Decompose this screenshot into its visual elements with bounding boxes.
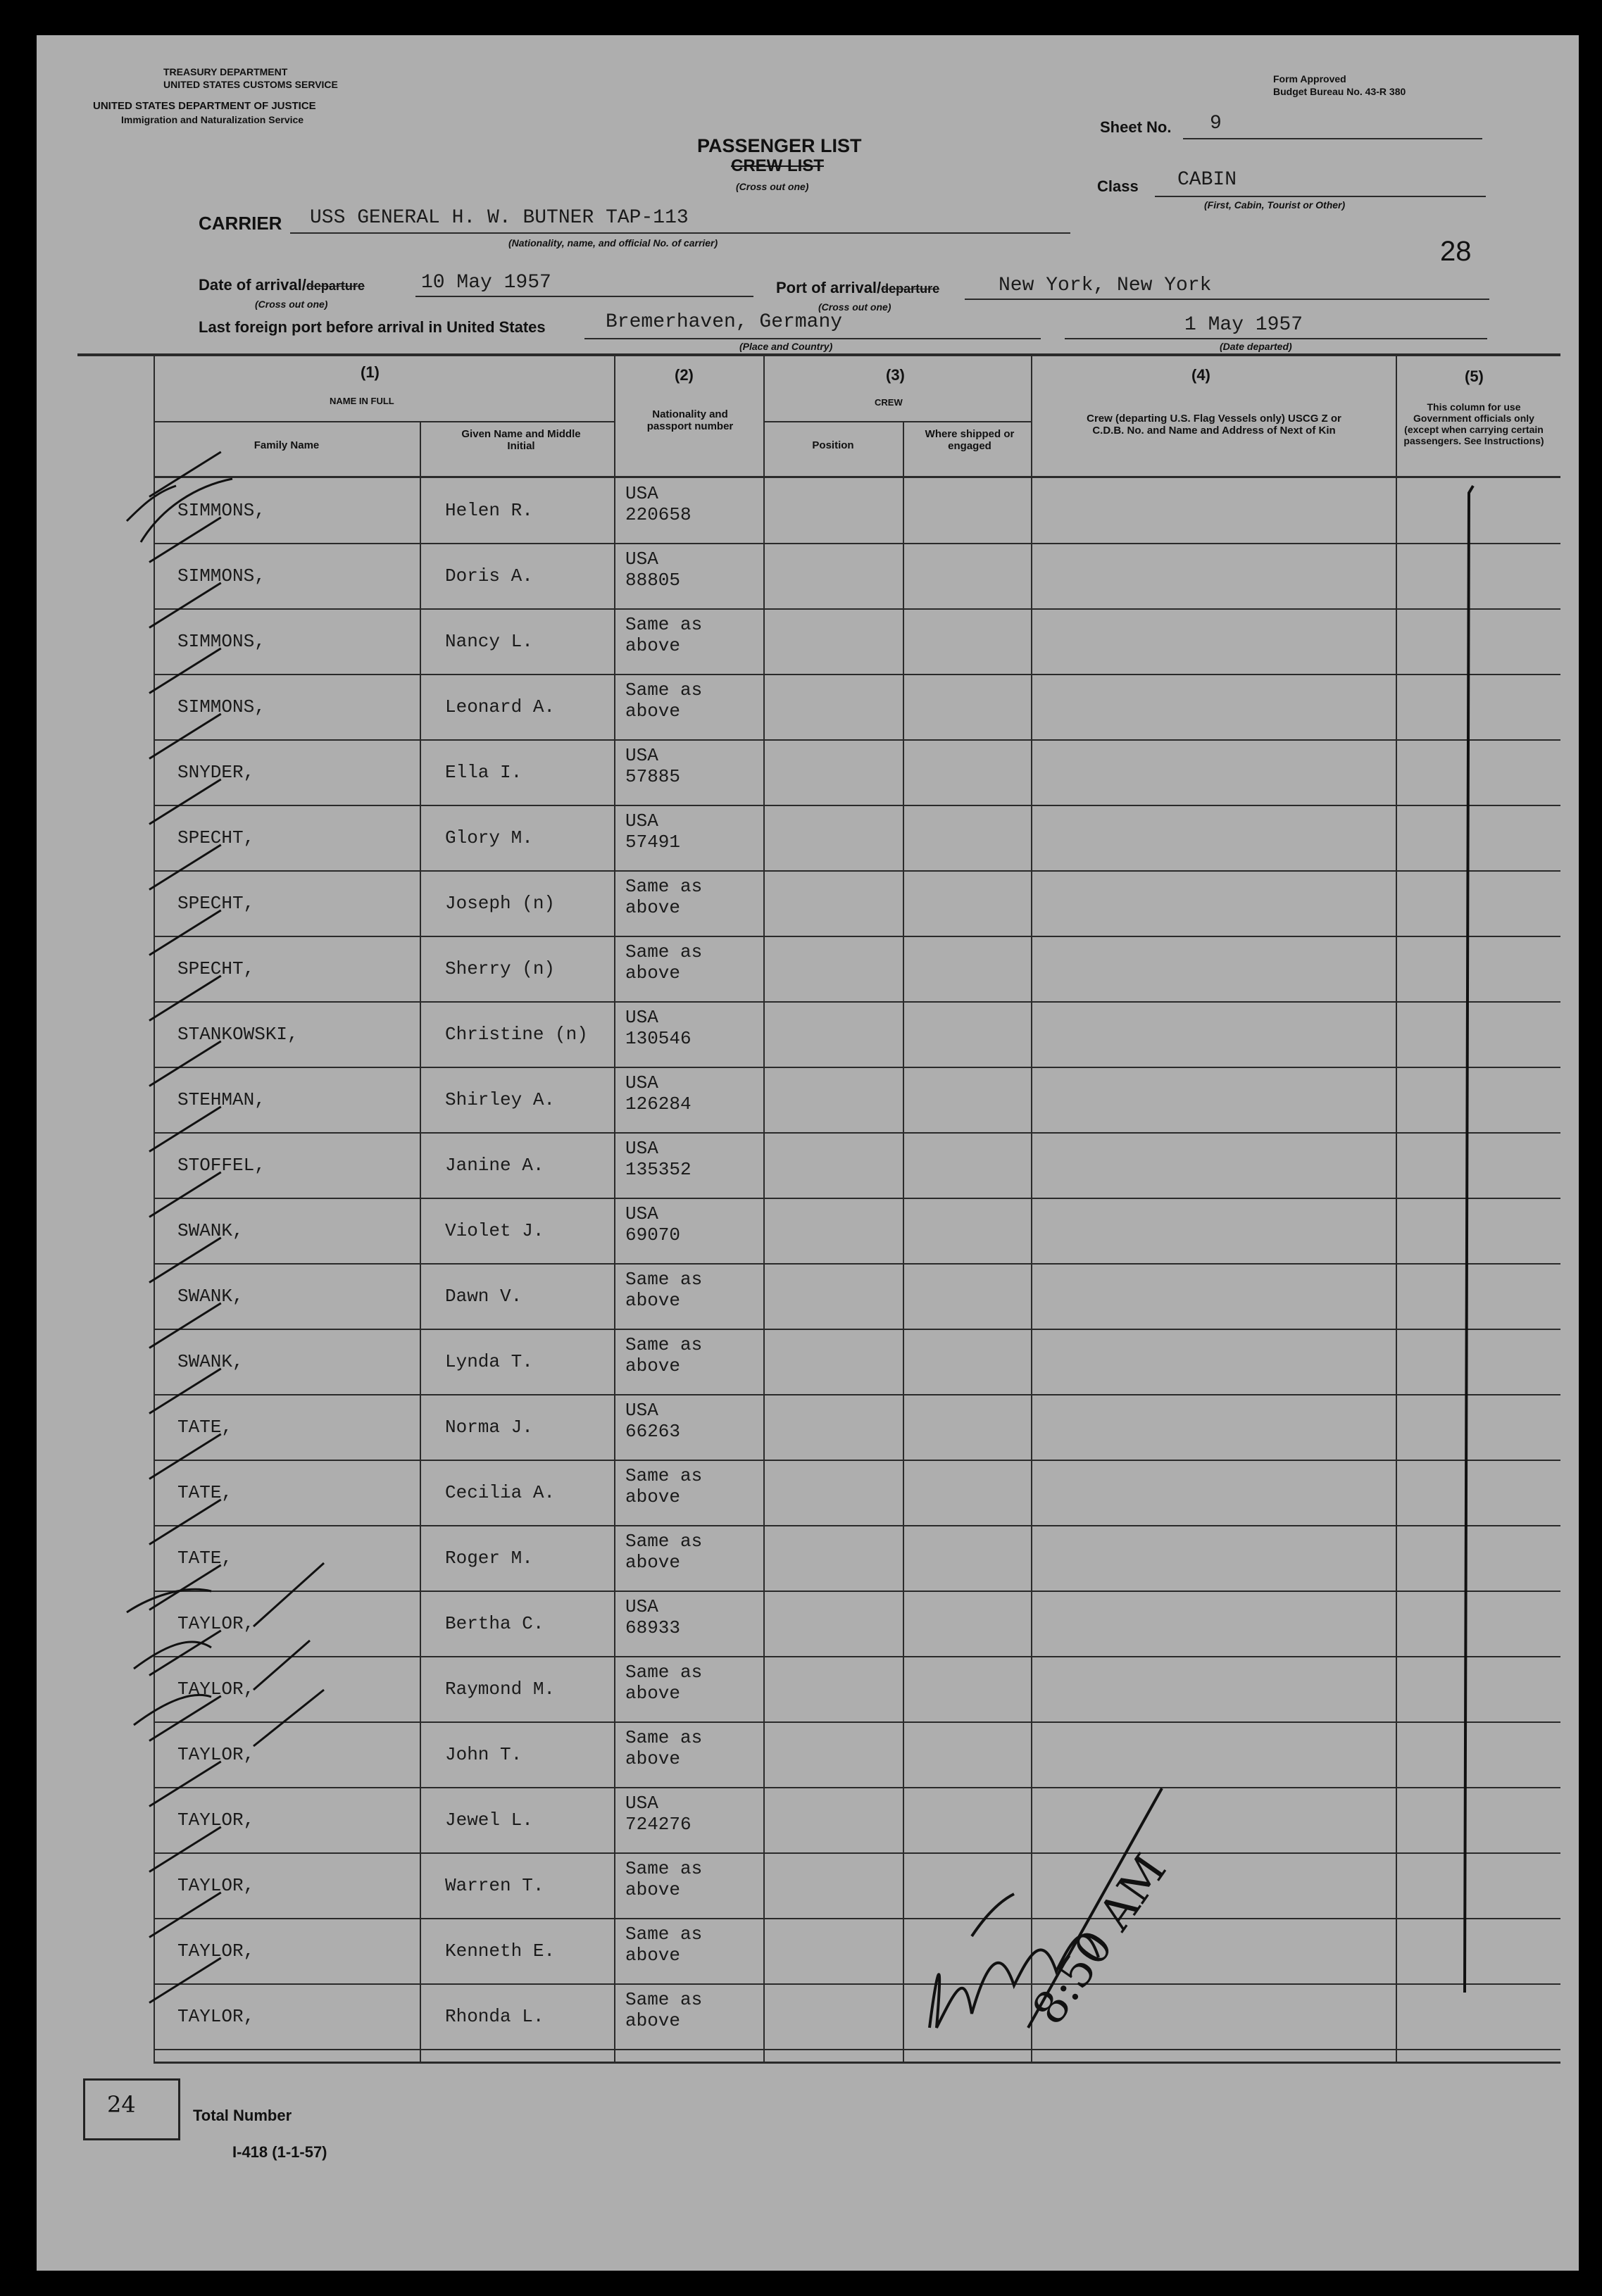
nationality-line-1: Same as <box>625 1858 703 1879</box>
col5-header: This column for use Government officials only (except when carrying certain passengers. See Instructions) <box>1403 401 1544 446</box>
list-title-crossed: CREW LIST <box>731 156 824 175</box>
col2-number: (2) <box>675 366 694 384</box>
col3-number: (3) <box>886 366 905 384</box>
class-value: CABIN <box>1177 169 1237 191</box>
col3a-header: Position <box>812 439 854 451</box>
sheet-number: 9 <box>1210 113 1222 134</box>
nationality-line-2: above <box>625 1355 681 1376</box>
family-name-cell: SWANK, <box>177 1220 244 1241</box>
nationality-line-2: 126284 <box>625 1093 692 1115</box>
given-name-cell: Cecilia A. <box>445 1482 556 1503</box>
agency-line-3: UNITED STATES DEPARTMENT OF JUSTICE <box>93 100 316 112</box>
col1-title: NAME IN FULL <box>330 396 394 406</box>
family-name-cell: SIMMONS, <box>177 696 265 717</box>
date-departed-hint: (Date departed) <box>1220 341 1292 352</box>
family-name-cell: SNYDER, <box>177 762 255 783</box>
given-name-cell: Nancy L. <box>445 631 533 652</box>
nationality-line-1: Same as <box>625 1269 703 1290</box>
nationality-line-1: USA <box>625 1203 658 1224</box>
nationality-line-1: USA <box>625 1138 658 1159</box>
col1b-header: Given Name and Middle Initial <box>461 428 581 452</box>
nationality-line-1: Same as <box>625 614 703 635</box>
nationality-line-2: 220658 <box>625 504 692 525</box>
col5-number: (5) <box>1465 368 1484 385</box>
nationality-line-1: Same as <box>625 1334 703 1355</box>
last-port-label: Last foreign port before arrival in United States <box>199 318 546 336</box>
col4-header: Crew (departing U.S. Flag Vessels only) USCG Z or C.D.B. No. and Name and Address of Next of Kin <box>1087 413 1341 437</box>
family-name-cell: TATE, <box>177 1482 233 1503</box>
family-name-cell: TAYLOR, <box>177 1940 255 1962</box>
port-arrival-hint: (Cross out one) <box>818 301 891 313</box>
nationality-line-1: Same as <box>625 876 703 897</box>
col3-title: CREW <box>875 397 903 408</box>
nationality-line-2: 88805 <box>625 570 681 591</box>
nationality-line-1: USA <box>625 1007 658 1028</box>
given-name-cell: Bertha C. <box>445 1613 544 1634</box>
nationality-line-1: USA <box>625 1072 658 1093</box>
given-name-cell: Kenneth E. <box>445 1940 556 1962</box>
family-name-cell: TAYLOR, <box>177 2006 255 2027</box>
given-name-cell: Warren T. <box>445 1875 544 1896</box>
date-arrival-value: 10 May 1957 <box>421 272 551 294</box>
date-arrival-hint: (Cross out one) <box>255 299 328 310</box>
family-name-cell: TAYLOR, <box>177 1679 255 1700</box>
budget-bureau: Budget Bureau No. 43-R 380 <box>1273 86 1406 97</box>
nationality-line-1: Same as <box>625 1662 703 1683</box>
given-name-cell: Dawn V. <box>445 1286 522 1307</box>
nationality-line-2: above <box>625 1552 681 1573</box>
family-name-cell: SPECHT, <box>177 893 255 914</box>
nationality-line-2: 57885 <box>625 766 681 787</box>
nationality-line-1: USA <box>625 1400 658 1421</box>
port-arrival-label: Port of arrival/departure <box>776 279 940 296</box>
nationality-line-2: above <box>625 1290 681 1311</box>
nationality-line-2: above <box>625 701 681 722</box>
agency-line-2: UNITED STATES CUSTOMS SERVICE <box>163 79 338 90</box>
nationality-line-2: above <box>625 1879 681 1900</box>
sheet-label: Sheet No. <box>1100 118 1172 136</box>
family-name-cell: SPECHT, <box>177 827 255 848</box>
last-port-hint: (Place and Country) <box>739 341 833 352</box>
col4-number: (4) <box>1191 366 1210 384</box>
nationality-line-1: USA <box>625 745 658 766</box>
nationality-line-1: Same as <box>625 1531 703 1552</box>
nationality-line-2: above <box>625 1683 681 1704</box>
given-name-cell: Rhonda L. <box>445 2006 544 2027</box>
last-port-value: Bremerhaven, Germany <box>606 311 843 333</box>
class-label: Class <box>1097 177 1139 195</box>
nationality-line-2: above <box>625 1486 681 1507</box>
nationality-line-2: above <box>625 897 681 918</box>
nationality-line-1: USA <box>625 810 658 832</box>
given-name-cell: Janine A. <box>445 1155 544 1176</box>
given-name-cell: Helen R. <box>445 500 533 521</box>
handwritten-time: 8:50 AM <box>1022 1845 1177 2035</box>
family-name-cell: TATE, <box>177 1548 233 1569</box>
col3b-header: Where shipped or engaged <box>925 428 1015 452</box>
family-name-cell: STOFFEL, <box>177 1155 265 1176</box>
given-name-cell: John T. <box>445 1744 522 1765</box>
nationality-line-1: USA <box>625 1793 658 1814</box>
list-title: PASSENGER LIST <box>697 135 862 156</box>
date-arrival-label: Date of arrival/departure <box>199 276 365 294</box>
form-approved: Form Approved <box>1273 73 1346 84</box>
nationality-line-2: 68933 <box>625 1617 681 1638</box>
carrier-label: CARRIER <box>199 213 282 234</box>
nationality-line-2: above <box>625 1945 681 1966</box>
nationality-line-2: above <box>625 962 681 984</box>
given-name-cell: Ella I. <box>445 762 522 783</box>
agency-line-1: TREASURY DEPARTMENT <box>163 66 288 77</box>
col1a-header: Family Name <box>254 439 320 451</box>
carrier-value: USS GENERAL H. W. BUTNER TAP-113 <box>310 207 689 229</box>
family-name-cell: SWANK, <box>177 1351 244 1372</box>
family-name-cell: SIMMONS, <box>177 500 265 521</box>
given-name-cell: Raymond M. <box>445 1679 556 1700</box>
given-name-cell: Doris A. <box>445 565 533 586</box>
col2-header: Nationality and passport number <box>646 408 734 432</box>
given-name-cell: Sherry (n) <box>445 958 556 979</box>
total-value: 24 <box>107 2091 136 2118</box>
nationality-line-2: 57491 <box>625 832 681 853</box>
family-name-cell: TAYLOR, <box>177 1613 255 1634</box>
nationality-line-2: above <box>625 1748 681 1769</box>
given-name-cell: Jewel L. <box>445 1809 533 1831</box>
nationality-line-1: Same as <box>625 1465 703 1486</box>
given-name-cell: Norma J. <box>445 1417 533 1438</box>
family-name-cell: SIMMONS, <box>177 565 265 586</box>
form-number: I-418 (1-1-57) <box>232 2143 327 2161</box>
nationality-line-2: 69070 <box>625 1224 681 1246</box>
family-name-cell: STANKOWSKI, <box>177 1024 299 1045</box>
given-name-cell: Joseph (n) <box>445 893 556 914</box>
given-name-cell: Roger M. <box>445 1548 533 1569</box>
family-name-cell: TAYLOR, <box>177 1809 255 1831</box>
nationality-line-1: Same as <box>625 1989 703 2010</box>
total-label: Total Number <box>193 2107 292 2124</box>
nationality-line-1: Same as <box>625 1924 703 1945</box>
family-name-cell: SPECHT, <box>177 958 255 979</box>
col1-number: (1) <box>361 363 380 381</box>
nationality-line-2: 724276 <box>625 1814 692 1835</box>
agency-line-4: Immigration and Naturalization Service <box>121 114 304 125</box>
nationality-line-2: 66263 <box>625 1421 681 1442</box>
given-name-cell: Christine (n) <box>445 1024 588 1045</box>
family-name-cell: SIMMONS, <box>177 631 265 652</box>
nationality-line-1: Same as <box>625 1727 703 1748</box>
nationality-line-1: USA <box>625 1596 658 1617</box>
given-name-cell: Violet J. <box>445 1220 544 1241</box>
class-hint: (First, Cabin, Tourist or Other) <box>1204 199 1346 211</box>
nationality-line-2: above <box>625 635 681 656</box>
given-name-cell: Glory M. <box>445 827 533 848</box>
given-name-cell: Shirley A. <box>445 1089 556 1110</box>
nationality-line-2: 130546 <box>625 1028 692 1049</box>
family-name-cell: TAYLOR, <box>177 1875 255 1896</box>
nationality-line-1: Same as <box>625 941 703 962</box>
given-name-cell: Leonard A. <box>445 696 556 717</box>
nationality-line-1: USA <box>625 548 658 570</box>
cross-out-hint: (Cross out one) <box>736 181 809 192</box>
family-name-cell: STEHMAN, <box>177 1089 265 1110</box>
given-name-cell: Lynda T. <box>445 1351 533 1372</box>
nationality-line-1: Same as <box>625 679 703 701</box>
nationality-line-2: above <box>625 2010 681 2031</box>
page-number: 28 <box>1440 236 1472 267</box>
family-name-cell: SWANK, <box>177 1286 244 1307</box>
family-name-cell: TATE, <box>177 1417 233 1438</box>
port-arrival-value: New York, New York <box>999 275 1212 296</box>
date-departed-value: 1 May 1957 <box>1184 314 1303 336</box>
family-name-cell: TAYLOR, <box>177 1744 255 1765</box>
carrier-hint: (Nationality, name, and official No. of carrier) <box>508 237 718 249</box>
nationality-line-2: 135352 <box>625 1159 692 1180</box>
nationality-line-1: USA <box>625 483 658 504</box>
